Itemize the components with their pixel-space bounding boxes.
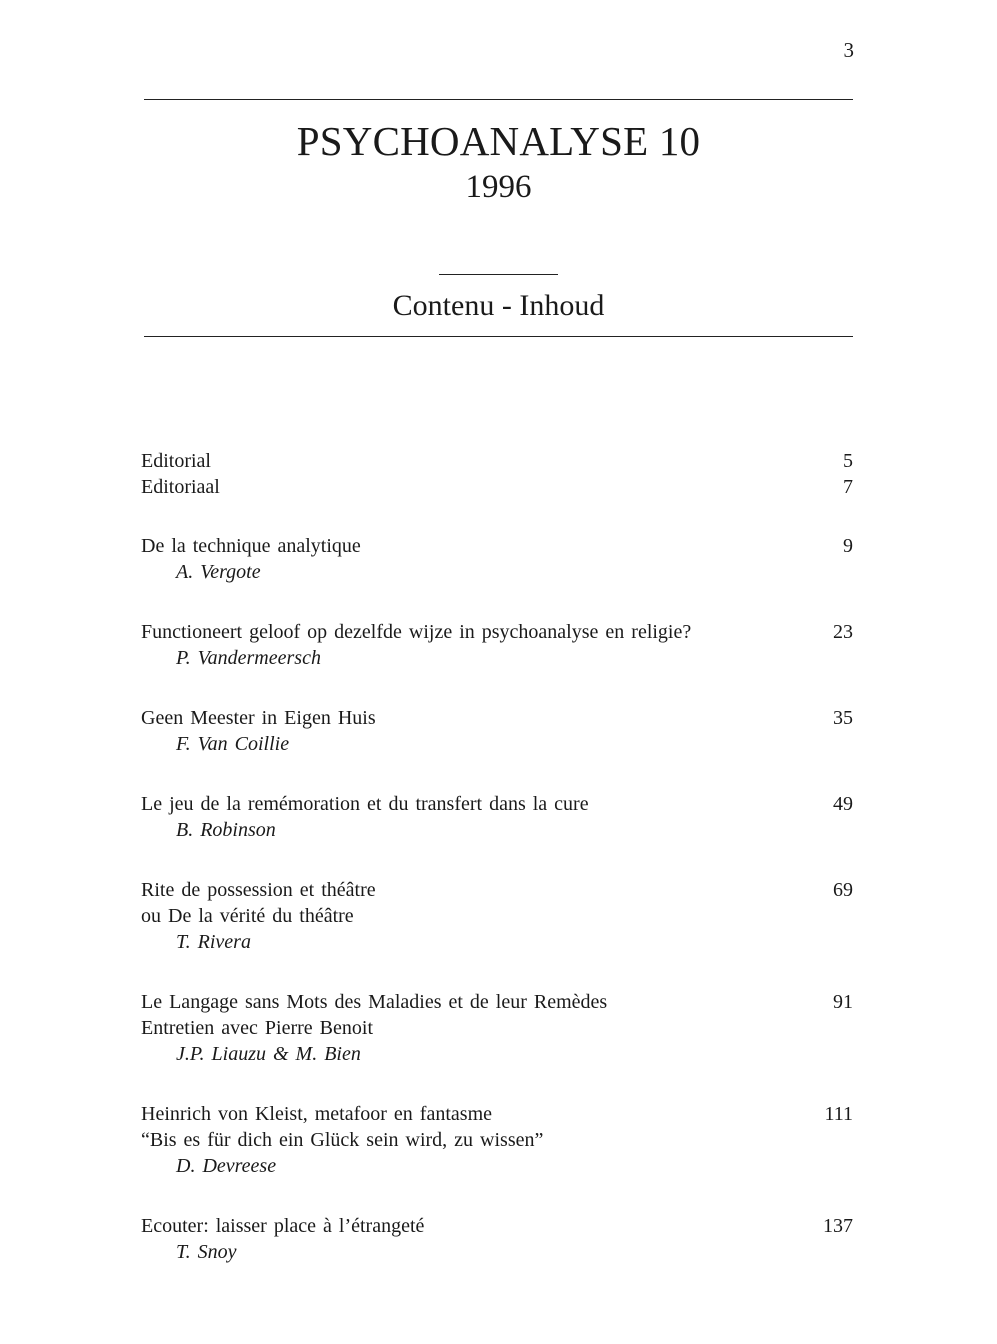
table-of-contents: [141, 448, 853, 1265]
toc-entry-title: Le jeu de la remémoration et du transfert dans la cure: [141, 793, 589, 815]
toc-entry-page: 91: [833, 991, 853, 1013]
toc-entry-line: [141, 989, 853, 1015]
toc-entry-title: Le Langage sans Mots des Maladies et de leur Remèdes: [141, 991, 608, 1013]
toc-entry: [141, 791, 853, 843]
toc-entry-line: [141, 619, 853, 645]
toc-entry: [141, 533, 853, 585]
journal-year: 1996: [465, 169, 532, 205]
toc-entry-title: De la technique analytique: [141, 535, 361, 557]
toc-entry-subtitle: [141, 1127, 853, 1153]
section-title: Contenu - Inhoud: [392, 289, 605, 322]
toc-entry-title: Heinrich von Kleist, metafoor en fantasme: [141, 1103, 492, 1125]
toc-entry-page: 137: [823, 1215, 853, 1237]
toc-entry-author: T. Snoy: [176, 1241, 237, 1263]
toc-entry-page: 69: [833, 879, 853, 901]
journal-title: PSYCHOANALYSE 10: [296, 118, 701, 164]
header-top-rule: [144, 99, 853, 100]
short-divider: [439, 274, 558, 275]
toc-entry-author: B. Robinson: [176, 819, 276, 841]
toc-entry: [141, 619, 853, 671]
toc-entry-author: F. Van Coillie: [176, 733, 290, 755]
toc-entry-page: 111: [824, 1103, 853, 1125]
toc-entry-title: Geen Meester in Eigen Huis: [141, 707, 376, 729]
toc-entry-line: [141, 1213, 853, 1239]
toc-entry-page: 9: [843, 535, 853, 557]
toc-entry-title: Functioneert geloof op dezelfde wijze in psychoanalyse en religie?: [141, 621, 692, 643]
toc-entry-author: T. Rivera: [176, 931, 251, 953]
toc-entry-line: [141, 877, 853, 903]
toc-entry: [141, 1213, 853, 1265]
toc-entry-page: 7: [843, 476, 853, 498]
toc-entry-title-continued: Entretien avec Pierre Benoit: [141, 1017, 374, 1039]
toc-entry-subtitle: [141, 1015, 853, 1041]
toc-entry-title: Rite de possession et théâtre: [141, 879, 376, 901]
toc-entry: [141, 877, 853, 955]
toc-entry: [141, 705, 853, 757]
toc-entry-title-continued: “Bis es für dich ein Glück sein wird, zu wissen”: [141, 1129, 544, 1151]
toc-entry-page: 5: [843, 450, 853, 472]
toc-entry-author: P. Vandermeersch: [176, 647, 321, 669]
toc-entry-page: 23: [833, 621, 853, 643]
toc-entry-line: [141, 474, 853, 500]
toc-entry-title: Editorial: [141, 450, 211, 472]
toc-entry: [141, 474, 853, 500]
header-bottom-rule: [144, 336, 853, 337]
page-number: 3: [843, 38, 854, 62]
toc-entry-line: [141, 1101, 853, 1127]
toc-entry-line: [141, 533, 853, 559]
toc-entry-title: Ecouter: laisser place à l’étrangeté: [141, 1215, 425, 1237]
toc-entry-title: Editoriaal: [141, 476, 220, 498]
toc-entry-author: D. Devreese: [176, 1155, 277, 1177]
toc-entry-line: [141, 791, 853, 817]
toc-entry: [141, 448, 853, 474]
toc-entry-line: [141, 705, 853, 731]
toc-entry-title-continued: ou De la vérité du théâtre: [141, 905, 354, 927]
toc-entry: [141, 989, 853, 1067]
toc-entry-page: 49: [833, 793, 853, 815]
toc-entry-author: A. Vergote: [176, 561, 261, 583]
toc-entry-page: 35: [833, 707, 853, 729]
toc-entry-subtitle: [141, 903, 853, 929]
toc-entry-line: [141, 448, 853, 474]
toc-entry-author: J.P. Liauzu & M. Bien: [176, 1043, 361, 1065]
toc-entry: [141, 1101, 853, 1179]
